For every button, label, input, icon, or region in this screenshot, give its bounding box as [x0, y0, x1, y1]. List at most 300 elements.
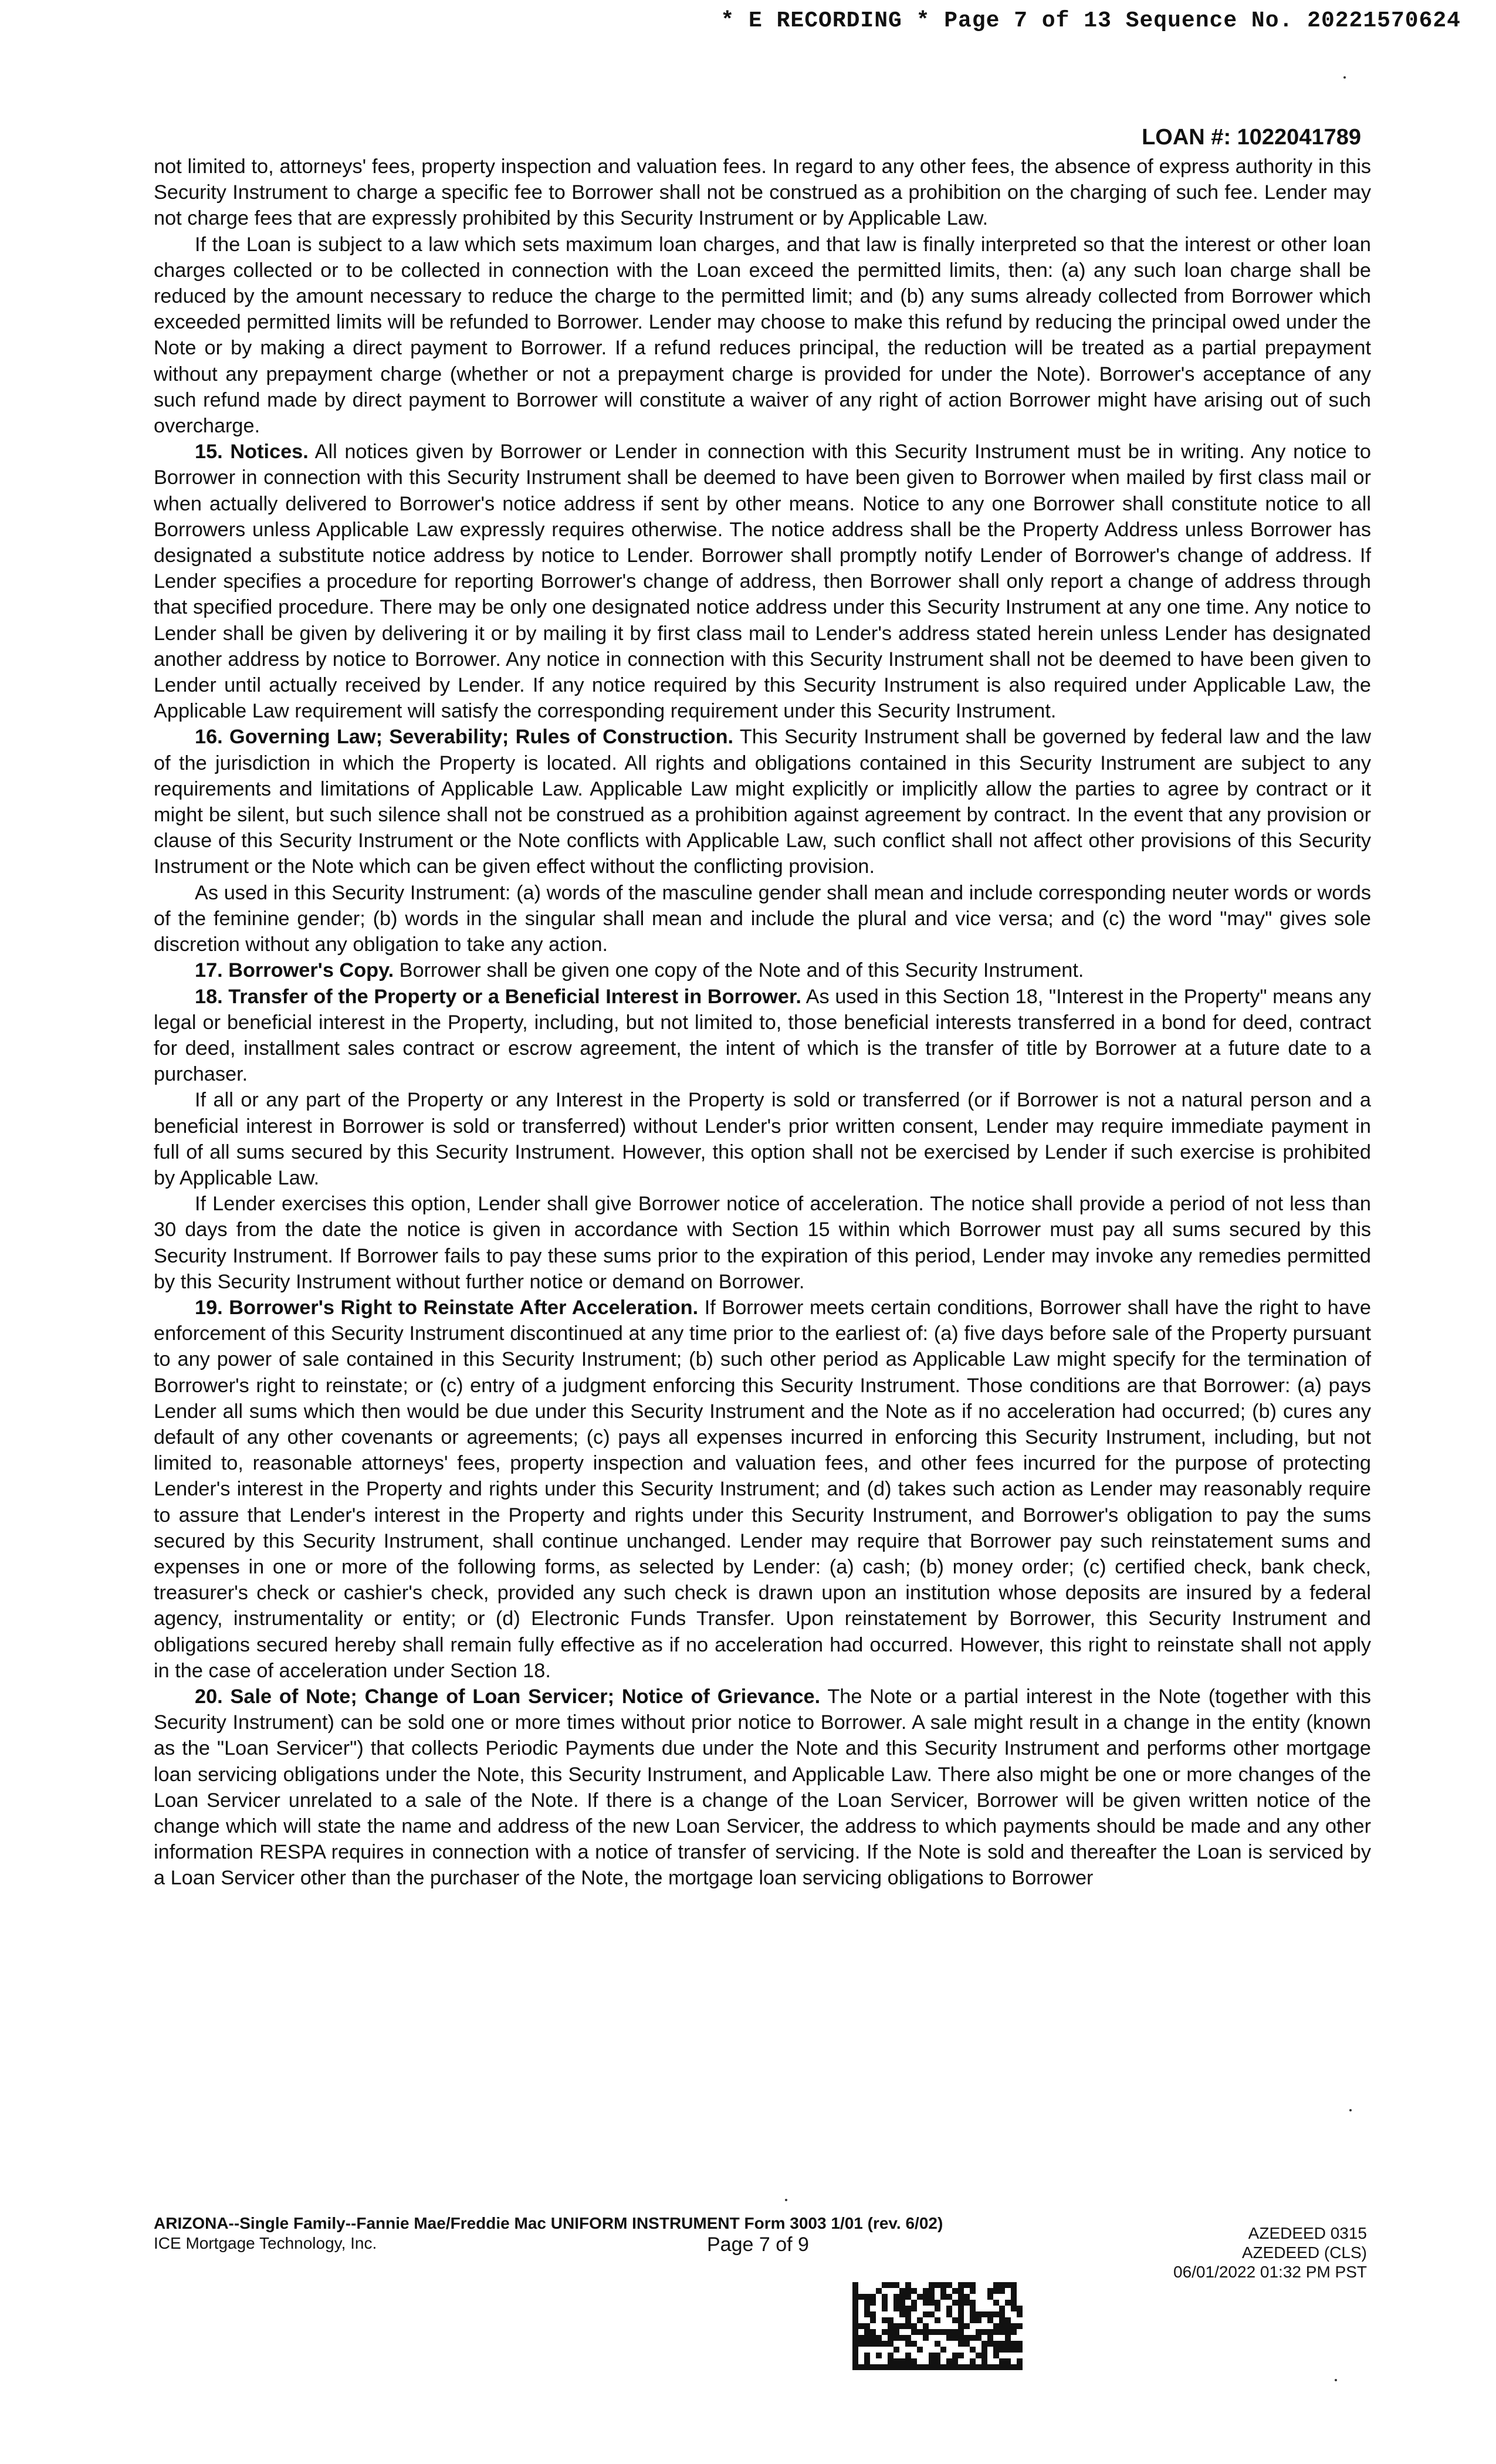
barcode-module	[882, 2323, 888, 2329]
barcode-module	[893, 2353, 899, 2358]
barcode-module	[1017, 2311, 1023, 2317]
barcode-module	[964, 2347, 970, 2353]
barcode-module	[923, 2306, 929, 2311]
footer-right	[1173, 2223, 1367, 2282]
paragraph-text: As used in this Section 18, "Interest in the Property" means any legal or beneficial interest in the Property, including, but not limited to, those beneficial interests transferred in a bond for deed, contract for deed, installment sales contract or escrow agreement, the intent of which is the transfer of title by Borrower at a future date to a purchaser.	[154, 985, 1371, 1086]
barcode-module	[976, 2282, 981, 2288]
barcode-module	[987, 2353, 993, 2358]
barcode-module	[852, 2364, 858, 2370]
barcode-module	[1017, 2347, 1023, 2353]
barcode-module	[929, 2335, 935, 2341]
barcode-module	[999, 2294, 1005, 2300]
barcode-module	[923, 2347, 929, 2353]
barcode-module	[864, 2358, 870, 2364]
barcode-module	[893, 2294, 899, 2300]
barcode-module	[870, 2323, 876, 2329]
barcode-module	[882, 2311, 888, 2317]
barcode-module	[864, 2306, 870, 2311]
barcode-module	[1011, 2335, 1017, 2341]
barcode-module	[864, 2347, 870, 2353]
barcode-module	[876, 2347, 882, 2353]
scan-speck	[1335, 2379, 1337, 2381]
barcode-module	[864, 2311, 870, 2317]
barcode-module	[1017, 2300, 1023, 2306]
barcode-module	[999, 2341, 1005, 2347]
barcode-module	[999, 2300, 1005, 2306]
barcode-module	[882, 2341, 888, 2347]
barcode-module	[1011, 2329, 1017, 2335]
barcode-module	[870, 2364, 876, 2370]
barcode-module	[999, 2335, 1005, 2341]
paragraph-text: This Security Instrument shall be governed by federal law and the law of the jurisdiction in which the Property is located. All rights and obligations contained in this Security Instrument are subject to any requirements and limitations of Applicable Law. Applicable Law might explicitly or implicitly allow the parties to agree by contract or it might be silent, but such silence shall not be construed as a prohibition against agreement by contract. In the event that any provision or clause of this Security Instrument or the Note conflicts with Applicable Law, such conflict shall not affect other provisions of this Security Instrument or the Note which can be given effect without the conflicting provision.	[154, 726, 1371, 878]
barcode-module	[940, 2306, 946, 2311]
barcode-module	[952, 2353, 958, 2358]
barcode-module	[964, 2282, 970, 2288]
barcode-module	[981, 2306, 987, 2311]
barcode-module	[858, 2306, 864, 2311]
barcode-module	[1011, 2317, 1017, 2323]
barcode-module	[976, 2323, 981, 2329]
barcode-module	[858, 2323, 864, 2329]
barcode-module	[993, 2306, 999, 2311]
barcode-module	[911, 2353, 917, 2358]
barcode-module	[870, 2317, 876, 2323]
barcode-module	[1011, 2364, 1017, 2370]
barcode-module	[923, 2294, 929, 2300]
paragraph-text: If all or any part of the Property or any Interest in the Property is sold or transferred (or if Borrower is not a natural person and a beneficial interest in Borrower is sold or transferred) without Lender's prior written consent, Lender may require immediate payment in full of all sums secured by this Security Instrument. However, this option shall not be exercised by Lender if such exercise is prohibited by Applicable Law.	[154, 1089, 1371, 1189]
barcode-module	[899, 2306, 905, 2311]
barcode-module	[940, 2294, 946, 2300]
barcode-module	[923, 2288, 929, 2294]
barcode-module	[893, 2306, 899, 2311]
barcode-module	[958, 2294, 964, 2300]
barcode-module	[964, 2300, 970, 2306]
barcode-module	[952, 2341, 958, 2347]
barcode-module	[882, 2358, 888, 2364]
paragraph	[154, 1295, 1371, 1684]
barcode-module	[917, 2364, 923, 2370]
barcode-module	[946, 2341, 952, 2347]
paragraph-text: If the Loan is subject to a law which sets maximum loan charges, and that law is finally interpreted so that the interest or other loan charges collected or to be collected in connection with the Loan exceed the permitted limits, then: (a) any such loan charge shall be reduced by the amount necessary to reduce the charge to the permitted limit; and (b) any sums already collected from Borrower which exceeded permitted limits will be refunded to Borrower. Lender may choose to make this refund by reducing the principal owed under the Note or by making a direct payment to Borrower. If a refund reduces principal, the reduction will be treated as a partial prepayment without any prepayment charge (whether or not a prepayment charge is provided for under the Note). Borrower's acceptance of any such refund made by direct payment to Borrower will constitute a waiver of any right of action Borrower might have arising out of such overcharge.	[154, 233, 1371, 438]
barcode-2d	[852, 2282, 1023, 2370]
paragraph-text: not limited to, attorneys' fees, property inspection and valuation fees. In regard to any other fees, the absence of express authority in this Security Instrument to charge a specific fee to Borrower shall not be construed as a prohibition on the charging of such fee. Lender may not charge fees that are expressly prohibited by this Security Instrument or by Applicable Law.	[154, 155, 1371, 230]
barcode-module	[893, 2288, 899, 2294]
barcode-module	[1017, 2329, 1023, 2335]
barcode-module	[917, 2311, 923, 2317]
barcode-module	[929, 2306, 935, 2311]
barcode-module	[964, 2335, 970, 2341]
barcode-module	[946, 2288, 952, 2294]
barcode-module	[864, 2300, 870, 2306]
barcode-module	[852, 2300, 858, 2306]
barcode-module	[981, 2364, 987, 2370]
barcode-module	[987, 2311, 993, 2317]
barcode-module	[893, 2347, 899, 2353]
barcode-module	[987, 2306, 993, 2311]
barcode-module	[899, 2335, 905, 2341]
barcode-module	[899, 2311, 905, 2317]
barcode-module	[917, 2294, 923, 2300]
barcode-module	[911, 2306, 917, 2311]
paragraph	[154, 439, 1371, 724]
barcode-module	[976, 2288, 981, 2294]
barcode-module	[940, 2353, 946, 2358]
barcode-module	[905, 2358, 911, 2364]
section-heading: 19. Borrower's Right to Reinstate After Acceleration.	[195, 1296, 699, 1319]
barcode-module	[1011, 2347, 1017, 2353]
barcode-module	[876, 2364, 882, 2370]
barcode-module	[864, 2288, 870, 2294]
barcode-module	[905, 2300, 911, 2306]
barcode-module	[976, 2294, 981, 2300]
barcode-module	[864, 2353, 870, 2358]
paragraph	[154, 154, 1371, 232]
barcode-module	[917, 2323, 923, 2329]
barcode-module	[970, 2341, 976, 2347]
barcode-module	[858, 2347, 864, 2353]
barcode-module	[882, 2294, 888, 2300]
barcode-module	[946, 2358, 952, 2364]
barcode-module	[993, 2282, 999, 2288]
barcode-module	[852, 2353, 858, 2358]
barcode-module	[940, 2341, 946, 2347]
barcode-module	[893, 2311, 899, 2317]
barcode-module	[923, 2341, 929, 2347]
barcode-module	[976, 2347, 981, 2353]
barcode-module	[882, 2306, 888, 2311]
barcode-module	[870, 2347, 876, 2353]
barcode-module	[852, 2341, 858, 2347]
barcode-module	[917, 2347, 923, 2353]
barcode-module	[976, 2311, 981, 2317]
barcode-module	[888, 2317, 893, 2323]
barcode-module	[958, 2282, 964, 2288]
barcode-module	[958, 2323, 964, 2329]
barcode-module	[981, 2335, 987, 2341]
barcode-module	[935, 2300, 940, 2306]
barcode-module	[858, 2282, 864, 2288]
barcode-module	[911, 2347, 917, 2353]
barcode-module	[935, 2323, 940, 2329]
barcode-module	[987, 2282, 993, 2288]
barcode-module	[970, 2288, 976, 2294]
barcode-module	[888, 2294, 893, 2300]
barcode-module	[911, 2294, 917, 2300]
barcode-module	[864, 2329, 870, 2335]
barcode-module	[987, 2347, 993, 2353]
barcode-module	[970, 2311, 976, 2317]
barcode-module	[899, 2364, 905, 2370]
paragraph-text: Borrower shall be given one copy of the Note and of this Security Instrument.	[394, 959, 1084, 982]
barcode-module	[917, 2358, 923, 2364]
barcode-module	[987, 2288, 993, 2294]
barcode-module	[899, 2294, 905, 2300]
barcode-module	[964, 2311, 970, 2317]
barcode-module	[976, 2335, 981, 2341]
barcode-module	[870, 2353, 876, 2358]
barcode-module	[958, 2317, 964, 2323]
barcode-module	[893, 2329, 899, 2335]
barcode-module	[940, 2364, 946, 2370]
barcode-module	[981, 2341, 987, 2347]
barcode-module	[993, 2311, 999, 2317]
barcode-module	[923, 2358, 929, 2364]
barcode-module	[952, 2300, 958, 2306]
barcode-module	[987, 2358, 993, 2364]
barcode-module	[899, 2358, 905, 2364]
barcode-module	[1017, 2282, 1023, 2288]
barcode-module	[993, 2323, 999, 2329]
barcode-module	[999, 2364, 1005, 2370]
barcode-module	[993, 2288, 999, 2294]
barcode-module	[999, 2353, 1005, 2358]
barcode-module	[917, 2353, 923, 2358]
barcode-module	[987, 2329, 993, 2335]
barcode-module	[864, 2335, 870, 2341]
barcode-module	[958, 2364, 964, 2370]
barcode-module	[905, 2335, 911, 2341]
barcode-module	[964, 2358, 970, 2364]
barcode-module	[976, 2300, 981, 2306]
page-number: Page 7 of 9	[707, 2233, 809, 2256]
barcode-module	[917, 2335, 923, 2341]
barcode-module	[1011, 2323, 1017, 2329]
barcode-module	[940, 2311, 946, 2317]
barcode-module	[929, 2311, 935, 2317]
paragraph	[154, 232, 1371, 439]
form-code: AZEDEED 0315	[1248, 2224, 1367, 2242]
barcode-module	[999, 2282, 1005, 2288]
barcode-module	[952, 2311, 958, 2317]
barcode-module	[899, 2323, 905, 2329]
barcode-module	[970, 2282, 976, 2288]
barcode-module	[911, 2341, 917, 2347]
barcode-module	[864, 2323, 870, 2329]
barcode-module	[858, 2329, 864, 2335]
barcode-module	[958, 2347, 964, 2353]
footer-left	[154, 2213, 943, 2253]
barcode-module	[852, 2288, 858, 2294]
barcode-module	[899, 2353, 905, 2358]
barcode-module	[1017, 2288, 1023, 2294]
barcode-module	[888, 2341, 893, 2347]
barcode-module	[970, 2353, 976, 2358]
barcode-module	[888, 2311, 893, 2317]
barcode-module	[858, 2364, 864, 2370]
barcode-module	[893, 2358, 899, 2364]
barcode-module	[893, 2341, 899, 2347]
barcode-module	[923, 2317, 929, 2323]
barcode-module	[993, 2329, 999, 2335]
barcode-module	[929, 2358, 935, 2364]
barcode-module	[1005, 2353, 1011, 2358]
barcode-module	[893, 2323, 899, 2329]
barcode-module	[935, 2364, 940, 2370]
barcode-module	[946, 2335, 952, 2341]
barcode-module	[911, 2364, 917, 2370]
barcode-module	[1017, 2364, 1023, 2370]
document-body	[154, 154, 1371, 1891]
barcode-module	[852, 2294, 858, 2300]
barcode-module	[993, 2335, 999, 2341]
barcode-module	[958, 2329, 964, 2335]
barcode-module	[1005, 2335, 1011, 2341]
barcode-module	[935, 2347, 940, 2353]
loan-number: LOAN #: 1022041789	[1142, 125, 1361, 150]
paragraph	[154, 984, 1371, 1088]
barcode-module	[1017, 2294, 1023, 2300]
barcode-module	[929, 2329, 935, 2335]
barcode-module	[899, 2317, 905, 2323]
barcode-module	[893, 2335, 899, 2341]
barcode-module	[917, 2300, 923, 2306]
barcode-module	[958, 2358, 964, 2364]
barcode-module	[858, 2288, 864, 2294]
barcode-module	[905, 2353, 911, 2358]
barcode-module	[999, 2323, 1005, 2329]
barcode-module	[1005, 2329, 1011, 2335]
barcode-module	[870, 2311, 876, 2317]
barcode-module	[876, 2323, 882, 2329]
barcode-module	[858, 2353, 864, 2358]
barcode-module	[1017, 2341, 1023, 2347]
barcode-module	[870, 2341, 876, 2347]
barcode-module	[852, 2358, 858, 2364]
barcode-module	[911, 2323, 917, 2329]
barcode-module	[882, 2329, 888, 2335]
barcode-module	[899, 2347, 905, 2353]
barcode-module	[1011, 2353, 1017, 2358]
barcode-module	[976, 2358, 981, 2364]
barcode-module	[870, 2300, 876, 2306]
barcode-module	[1017, 2335, 1023, 2341]
barcode-module	[893, 2364, 899, 2370]
barcode-module	[1011, 2294, 1017, 2300]
paragraph-text: As used in this Security Instrument: (a) words of the masculine gender shall mean and include corresponding neuter words or words of the feminine gender; (b) words in the singular shall mean and include the plural and vice versa; and (c) the word "may" gives sole discretion without any obligation to take any action.	[154, 881, 1371, 956]
barcode-module	[940, 2300, 946, 2306]
barcode-module	[1005, 2288, 1011, 2294]
barcode-module	[911, 2317, 917, 2323]
barcode-module	[981, 2323, 987, 2329]
barcode-module	[905, 2329, 911, 2335]
barcode-module	[905, 2282, 911, 2288]
barcode-module	[993, 2341, 999, 2347]
barcode-module	[899, 2282, 905, 2288]
barcode-module	[993, 2358, 999, 2364]
section-heading: 20. Sale of Note; Change of Loan Servicer; Notice of Grievance.	[195, 1685, 821, 1708]
barcode-module	[946, 2347, 952, 2353]
barcode-module	[952, 2288, 958, 2294]
barcode-module	[917, 2317, 923, 2323]
barcode-module	[905, 2288, 911, 2294]
barcode-module	[999, 2288, 1005, 2294]
barcode-module	[899, 2341, 905, 2347]
barcode-module	[952, 2282, 958, 2288]
barcode-module	[899, 2329, 905, 2335]
section-heading: 16. Governing Law; Severability; Rules of Construction.	[195, 726, 734, 749]
barcode-module	[946, 2364, 952, 2370]
barcode-module	[1017, 2323, 1023, 2329]
barcode-module	[964, 2329, 970, 2335]
barcode-module	[882, 2288, 888, 2294]
barcode-module	[917, 2341, 923, 2347]
barcode-module	[917, 2329, 923, 2335]
recording-header: * E RECORDING * Page 7 of 13 Sequence No. 20221570624	[720, 8, 1461, 33]
barcode-module	[917, 2306, 923, 2311]
barcode-module	[923, 2335, 929, 2341]
barcode-module	[882, 2364, 888, 2370]
barcode-module	[946, 2317, 952, 2323]
barcode-module	[870, 2335, 876, 2341]
barcode-module	[958, 2353, 964, 2358]
barcode-module	[923, 2282, 929, 2288]
barcode-module	[911, 2358, 917, 2364]
barcode-module	[940, 2329, 946, 2335]
barcode-module	[981, 2300, 987, 2306]
barcode-module	[970, 2294, 976, 2300]
paragraph	[154, 1684, 1371, 1891]
barcode-module	[911, 2329, 917, 2335]
barcode-module	[1011, 2341, 1017, 2347]
barcode-module	[981, 2358, 987, 2364]
barcode-module	[987, 2294, 993, 2300]
barcode-module	[981, 2282, 987, 2288]
barcode-module	[876, 2288, 882, 2294]
barcode-module	[923, 2364, 929, 2370]
barcode-module	[952, 2306, 958, 2311]
paragraph-text: All notices given by Borrower or Lender in connection with this Security Instrument must be in writing. Any notice to Borrower in connection with this Security Instrument shall be deemed to have been given to Borrower when mailed by first class mail or when actually delivered to Borrower's notice address if sent by other means. Notice to any one Borrower shall constitute notice to all Borrowers unless Applicable Law expressly requires otherwise. The notice address shall be the Property Address unless Borrower has designated a substitute notice address by notice to Lender. Borrower shall promptly notify Lender of Borrower's change of address. If Lender specifies a procedure for reporting Borrower's change of address, then Borrower shall only report a change of address through that specified procedure. There may be only one designated notice address under this Security Instrument at any one time. Any notice to Lender shall be given by delivering it or by mailing it by first class mail to Lender's address stated herein unless Lender has designated another address by notice to Borrower. Any notice in connection with this Security Instrument shall not be deemed to have been given to Lender until actually received by Lender. If any notice required by this Security Instrument is also required under Applicable Law, the Applicable Law requirement will satisfy the corresponding requirement under this Security Instrument.	[154, 441, 1371, 723]
barcode-module	[858, 2341, 864, 2347]
barcode-module	[981, 2294, 987, 2300]
barcode-module	[852, 2306, 858, 2311]
barcode-module	[952, 2347, 958, 2353]
barcode-module	[999, 2317, 1005, 2323]
barcode-module	[970, 2317, 976, 2323]
barcode-module	[946, 2300, 952, 2306]
barcode-module	[946, 2294, 952, 2300]
barcode-module	[882, 2282, 888, 2288]
barcode-module	[993, 2353, 999, 2358]
barcode-module	[870, 2306, 876, 2311]
barcode-module	[946, 2323, 952, 2329]
barcode-module	[1011, 2358, 1017, 2364]
barcode-module	[929, 2288, 935, 2294]
barcode-module	[852, 2323, 858, 2329]
barcode-module	[993, 2300, 999, 2306]
paragraph	[154, 1087, 1371, 1191]
barcode-module	[964, 2364, 970, 2370]
barcode-module	[882, 2335, 888, 2341]
barcode-module	[888, 2288, 893, 2294]
barcode-module	[970, 2306, 976, 2311]
barcode-module	[911, 2282, 917, 2288]
barcode-module	[970, 2364, 976, 2370]
barcode-module	[964, 2294, 970, 2300]
barcode-module	[970, 2335, 976, 2341]
barcode-module	[946, 2306, 952, 2311]
barcode-module	[993, 2364, 999, 2370]
barcode-module	[993, 2294, 999, 2300]
barcode-module	[876, 2300, 882, 2306]
barcode-module	[976, 2329, 981, 2335]
barcode-module	[858, 2358, 864, 2364]
paragraph-text: If Borrower meets certain conditions, Borrower shall have the right to have enforcement of this Security Instrument discontinued at any time prior to the earliest of: (a) five days before sale of the Property pursuant to any power of sale contained in this Security Instrument; (b) such other period as Applicable Law might specify for the termination of Borrower's right to reinstate; or (c) entry of a judgment enforcing this Security Instrument. Those conditions are that Borrower: (a) pays Lender all sums which then would be due under this Security Instrument and the Note as if no acceleration had occurred; (b) cures any default of any other covenants or agreements; (c) pays all expenses incurred in enforcing this Security Instrument, including, but not limited to, reasonable attorneys' fees, property inspection and valuation fees, and other fees incurred for the purpose of protecting Lender's interest in the Property and rights under this Security Instrument; and (d) takes such action as Lender may reasonably require to assure that Lender's interest in the Property and rights under this Security Instrument, and Borrower's obligation to pay the sums secured by this Security Instrument, shall continue unchanged. Lender may require that Borrower pay such reinstatement sums and expenses in one or more of the following forms, as selected by Lender: (a) cash; (b) money order; (c) certified check, bank check, treasurer's check or cashier's check, provided any such check is drawn upon an institution whose deposits are insured by a federal agency, instrumentality or entity; or (d) Electronic Funds Transfer. Upon reinstatement by Borrower, this Security Instrument and obligations secured hereby shall remain fully effective as if no acceleration had occurred. However, this right to reinstate shall not apply in the case of acceleration under Section 18.	[154, 1296, 1372, 1682]
barcode-module	[981, 2329, 987, 2335]
barcode-module	[935, 2294, 940, 2300]
barcode-module	[1017, 2317, 1023, 2323]
barcode-module	[923, 2329, 929, 2335]
barcode-module	[858, 2311, 864, 2317]
